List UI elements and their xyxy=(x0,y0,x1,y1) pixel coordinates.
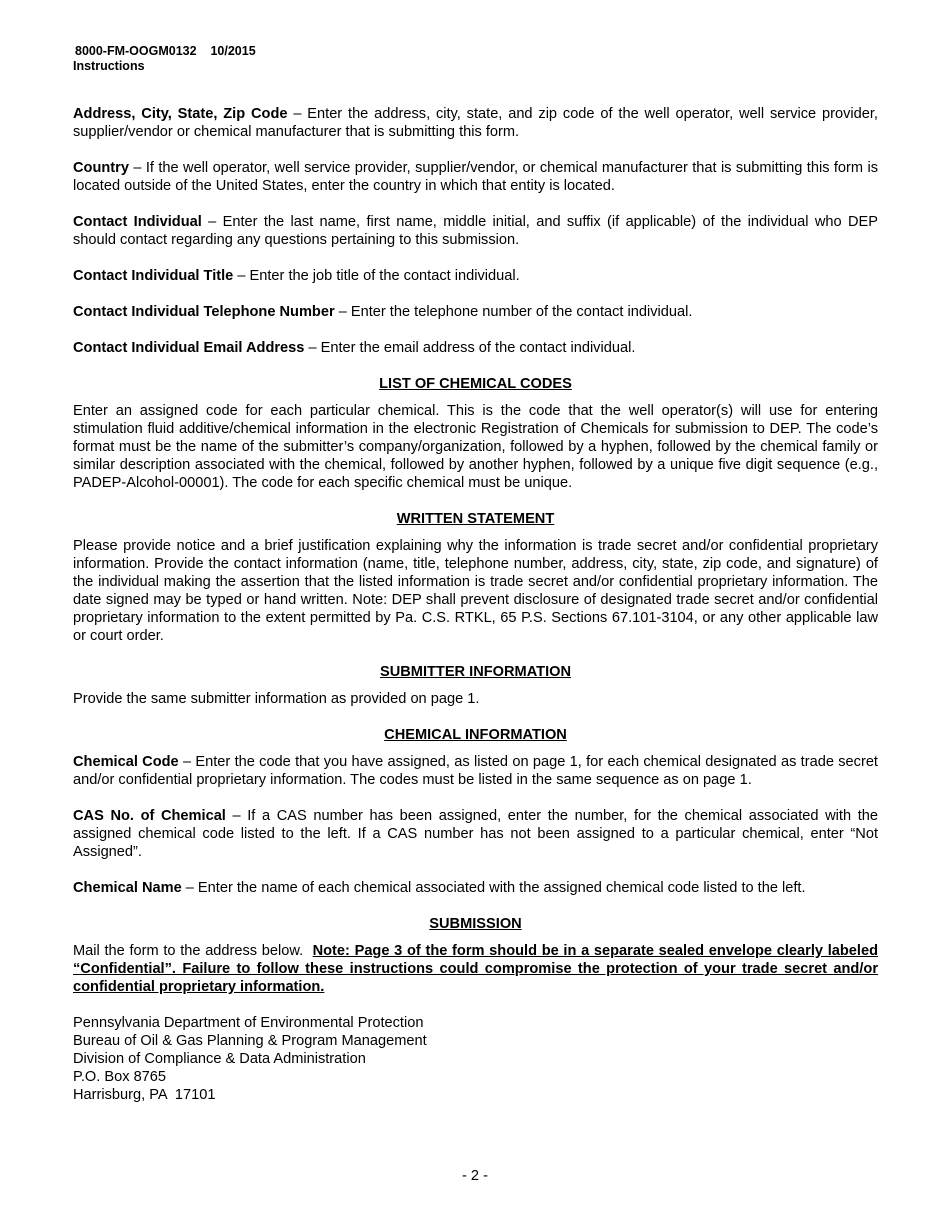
field-term: Contact Individual Telephone Number xyxy=(73,304,335,320)
field-country xyxy=(73,159,878,195)
field-desc: – Enter the email address of the contact individual. xyxy=(304,340,636,356)
submission-note: Note: Page 3 of the form should be in a separate sealed envelope clearly labeled “Confidential”. Failure to follow these instructions could compromise the protection of your trade secret and/or confidential proprietary information. xyxy=(73,943,878,995)
field-term: Chemical Name xyxy=(73,880,182,896)
field-term: Country xyxy=(73,160,129,176)
field-desc: – Enter the last name, first name, middle initial, and suffix (if applicable) of the individual who DEP should contact regarding any questions pertaining to this submission. xyxy=(73,214,878,248)
heading-submission: SUBMISSION xyxy=(429,916,522,932)
field-desc: – Enter the telephone number of the contact individual. xyxy=(334,304,693,320)
field-term: CAS No. of Chemical xyxy=(73,808,226,824)
page-number: - 2 - xyxy=(462,1168,488,1184)
submission-intro: Mail the form to the address below. xyxy=(73,943,313,959)
field-cas-number xyxy=(73,807,878,861)
field-desc: – If the well operator, well service provider, supplier/vendor, or chemical manufacturer that is submitting this form is located outside of the United States, enter the country in which that entity is located. xyxy=(73,160,878,194)
mailing-address xyxy=(73,1014,878,1104)
address-line: Harrisburg, PA 17101 xyxy=(73,1087,216,1103)
instructions-body xyxy=(73,105,878,1104)
submission-text xyxy=(73,942,878,996)
field-contact-telephone xyxy=(73,303,878,321)
field-desc: – If a CAS number has been assigned, enter the number, for the chemical associated with the assigned chemical code listed to the left. If a CAS number has not been assigned to a particular chemical, enter “Not Assigned”. xyxy=(73,808,879,860)
address-line: P.O. Box 8765 xyxy=(73,1069,167,1085)
heading-submitter-information: SUBMITTER INFORMATION xyxy=(379,664,572,680)
field-chemical-name xyxy=(73,879,878,897)
heading-written-statement: WRITTEN STATEMENT xyxy=(396,511,555,527)
field-term: Contact Individual Email Address xyxy=(73,340,305,356)
field-desc: – Enter the name of each chemical associated with the assigned chemical code listed to the left. xyxy=(181,880,806,896)
field-contact-email xyxy=(73,339,878,357)
field-desc: – Enter the job title of the contact individual. xyxy=(233,268,520,284)
field-term: Contact Individual xyxy=(73,214,202,230)
address-line: Bureau of Oil & Gas Planning & Program Management xyxy=(73,1033,427,1049)
field-term: Chemical Code xyxy=(73,754,179,770)
address-line: Pennsylvania Department of Environmental Protection xyxy=(73,1015,424,1031)
written-statement-text: Please provide notice and a brief justification explaining why the information is trade secret and/or confidential proprietary information. Provide the contact information (name, title, telephone number, address, city, state, zip code, and signature) of the individual making the assertion that the listed information is trade secret and/or confidential proprietary information. The date signed may be typed or hand written. Note: DEP shall prevent disclosure of designated trade secret and/or confidential proprietary information to the extent permitted by Pa. C.S. RTKL, 65 P.S. Sections 67.101-3104, or any other applicable law or court order. xyxy=(73,538,878,644)
field-term: Address, City, State, Zip Code xyxy=(73,106,288,122)
field-contact-individual xyxy=(73,213,878,249)
form-subtitle: Instructions xyxy=(73,59,145,73)
field-contact-title xyxy=(73,267,878,285)
form-header xyxy=(73,44,256,74)
heading-chemical-information: CHEMICAL INFORMATION xyxy=(384,727,567,743)
field-address xyxy=(73,105,878,141)
field-desc: – Enter the code that you have assigned, as listed on page 1, for each chemical designated as trade secret and/or confidential proprietary information. The codes must be listed in the same sequence as on page 1. xyxy=(73,754,878,788)
chemical-codes-text: Enter an assigned code for each particular chemical. This is the code that the well operator(s) will use for entering stimulation fluid additive/chemical information in the electronic Registration of Chemicals for submission to DEP. The code’s format must be the name of the submitter’s company/organization, followed by a hyphen, followed by the chemical family or similar description associated with the chemical, followed by another hyphen, followed by a unique five digit sequence (e.g., PADEP-Alcohol-00001). The code for each specific chemical must be unique. xyxy=(73,403,878,491)
field-desc: – Enter the address, city, state, and zip code of the well operator, well service provider, supplier/vendor or chemical manufacturer that is submitting this form. xyxy=(73,106,878,140)
address-line: Division of Compliance & Data Administration xyxy=(73,1051,366,1067)
submitter-information-text: Provide the same submitter information as provided on page 1. xyxy=(73,691,480,707)
field-term: Contact Individual Title xyxy=(73,268,234,284)
field-chemical-code xyxy=(73,753,878,789)
form-id: 8000-FM-OOGM0132 10/2015 xyxy=(75,44,256,58)
heading-chemical-codes: LIST OF CHEMICAL CODES xyxy=(379,376,572,392)
